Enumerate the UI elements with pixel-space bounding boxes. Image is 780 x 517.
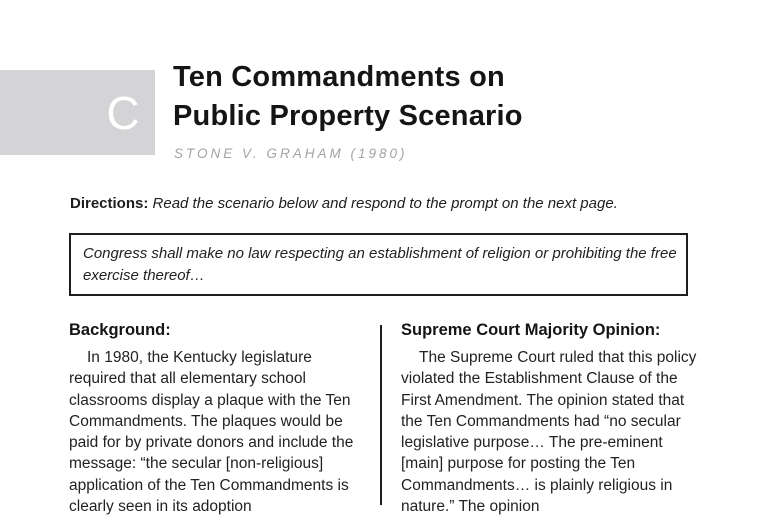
opinion-column <box>401 318 701 517</box>
directions <box>70 195 618 212</box>
page-title <box>173 58 523 136</box>
title-line-1: Ten Commandments on <box>173 61 505 93</box>
title-line-2: Public Property Scenario <box>173 100 523 132</box>
section-letter: C <box>106 87 140 139</box>
opinion-heading: Supreme Court Majority Opinion: <box>401 321 661 339</box>
amendment-quote-box <box>69 233 688 296</box>
directions-label: Directions: <box>70 195 149 212</box>
case-name: STONE V. GRAHAM (1980) <box>174 146 408 161</box>
amendment-quote-text: Congress shall make no law respecting an establishment of religion or prohibiting the free exercise thereof… <box>83 245 677 284</box>
background-column <box>69 318 369 517</box>
background-body: In 1980, the Kentucky legislature required that all elementary school classrooms display a plaque with the Ten Commandments. The plaques would be paid for by private donors and include the message: “the secular [non-religious] application of the Ten Commandments is clearly seen in its adoption <box>69 349 354 516</box>
opinion-body: The Supreme Court ruled that this policy violated the Establishment Clause of the First Amendment. The opinion stated that the Ten Commandments had “no secular legislative purpose… The pre-eminent [main] purpose for posting the Ten Commandments… is plainly religious in nature.” The opinion <box>401 349 697 516</box>
background-heading: Background: <box>69 321 171 339</box>
column-divider <box>380 325 382 505</box>
directions-text: Read the scenario below and respond to the prompt on the next page. <box>152 195 618 212</box>
